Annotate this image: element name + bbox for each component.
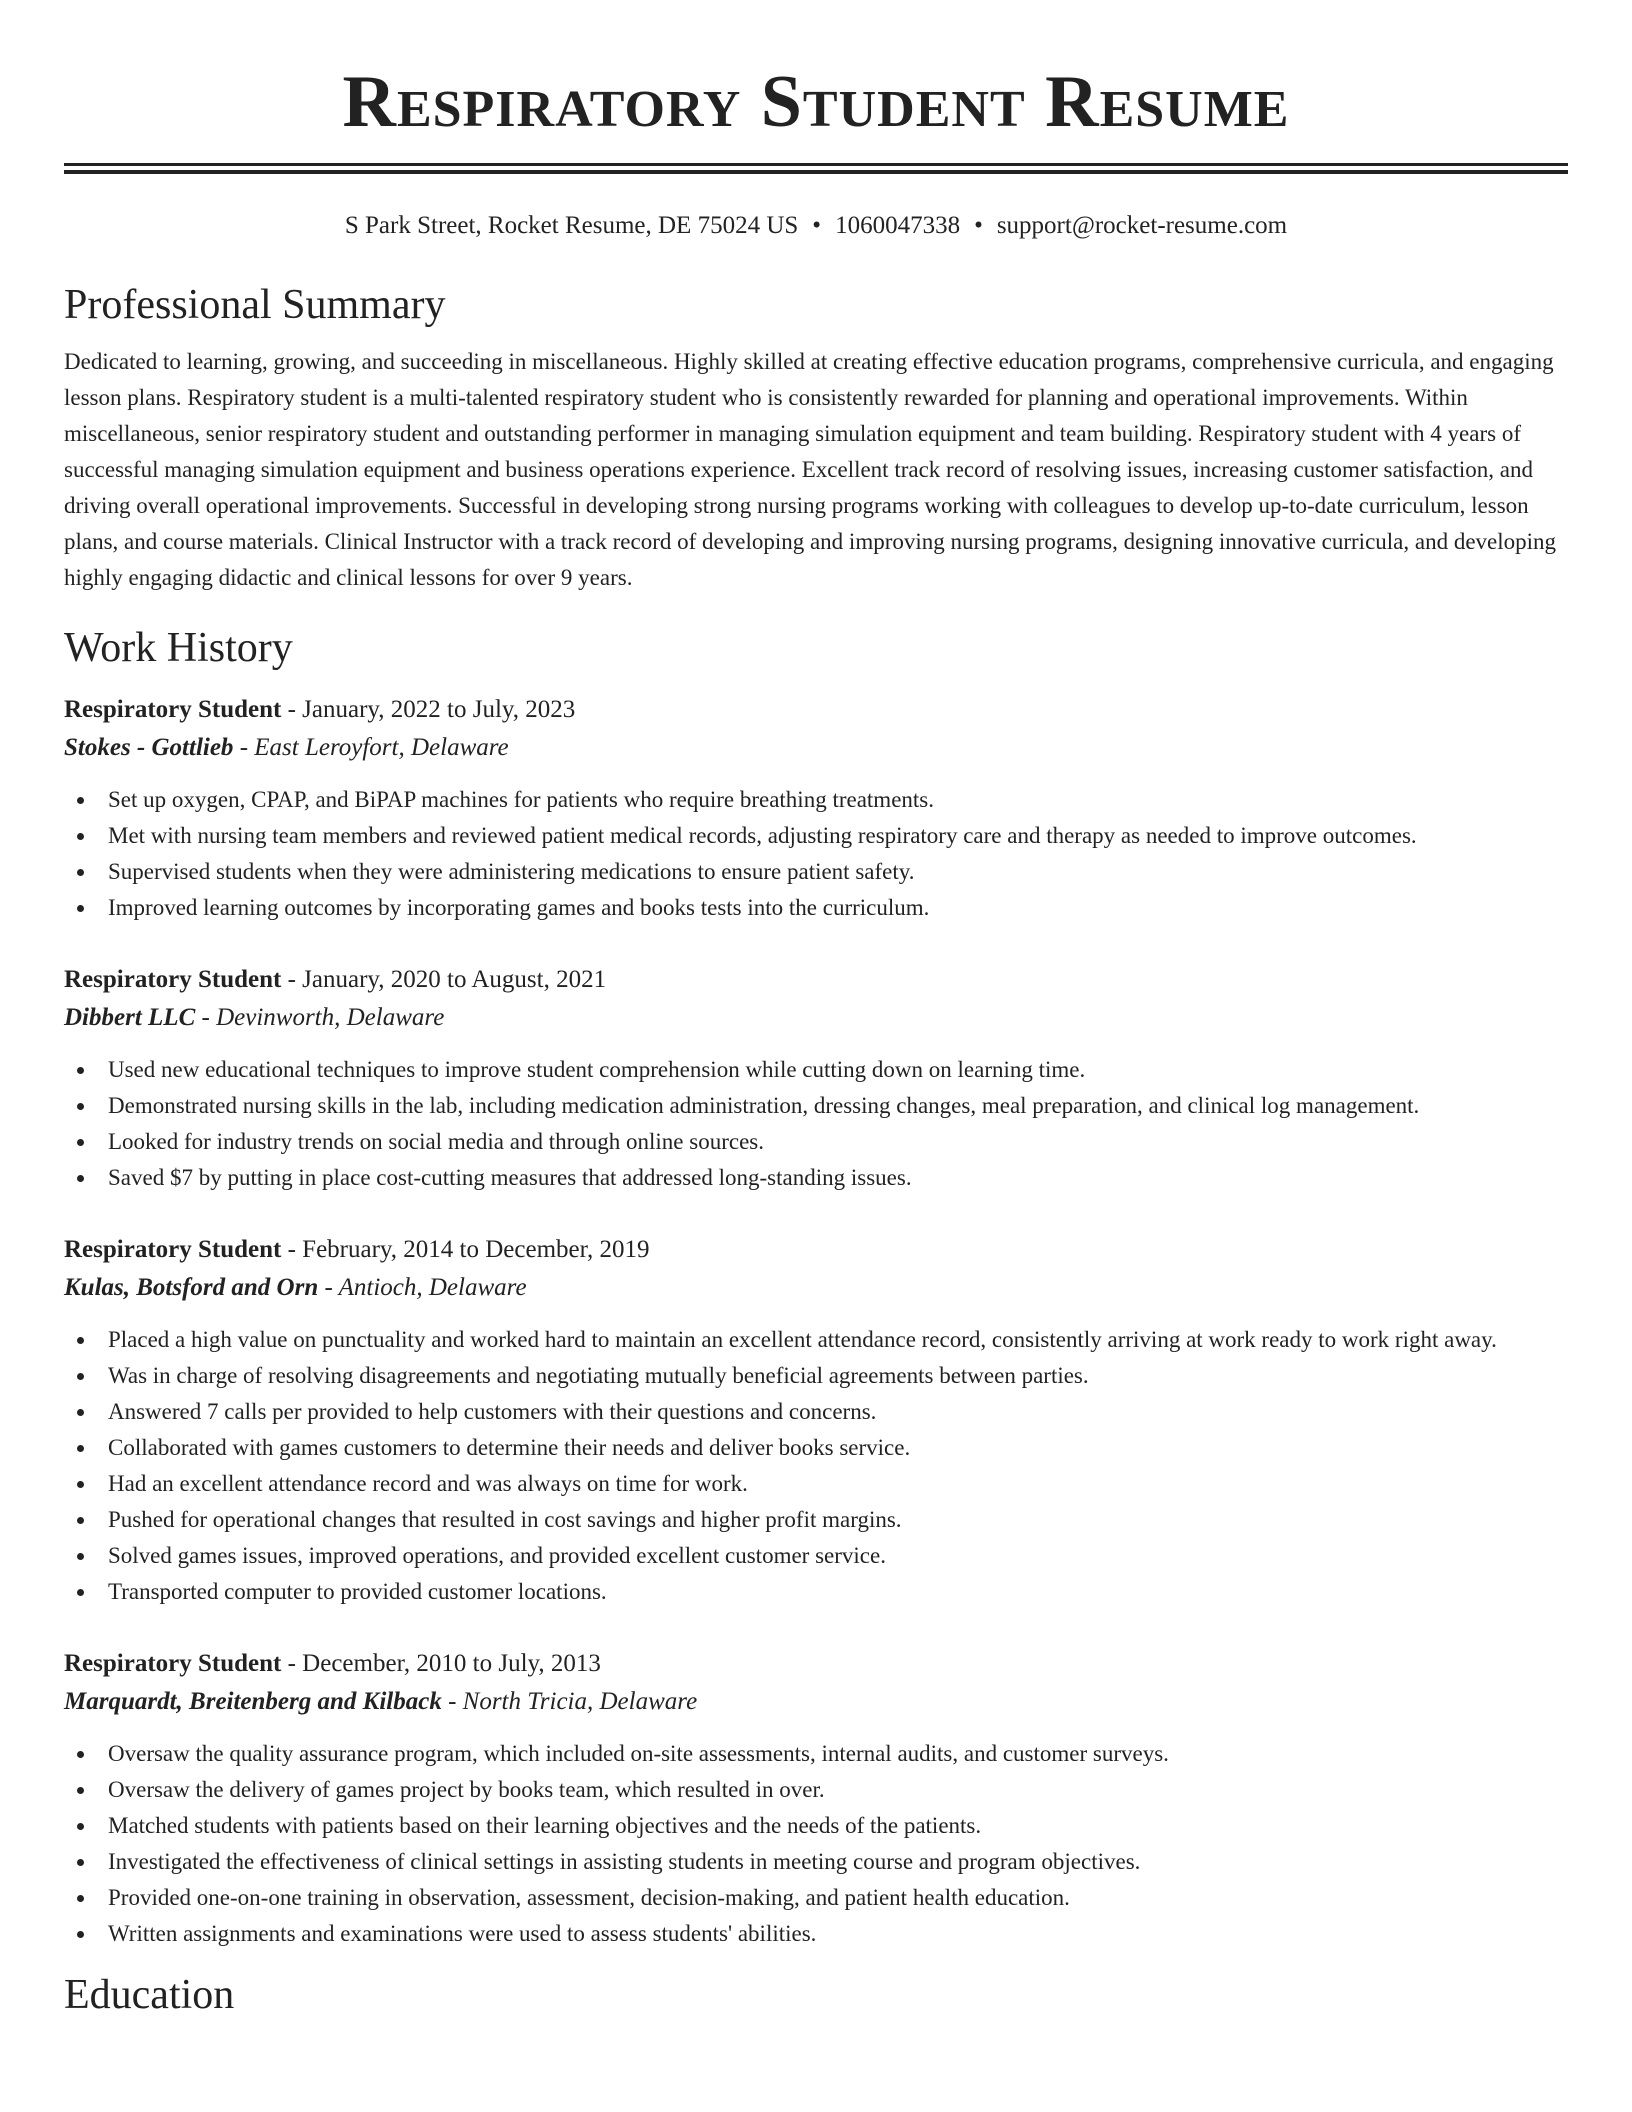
work-history-heading: Work History [64,625,293,671]
job-title-line [64,1645,1568,1683]
job-bullet: Set up oxygen, CPAP, and BiPAP machines for patients who require breathing treatments. [108,782,1568,818]
job-title: Respiratory Student [64,966,282,993]
job-title-line [64,1231,1568,1269]
job-company: Stokes - Gottlieb [64,734,234,761]
job-bullet: Had an excellent attendance record and was always on time for work. [108,1466,1568,1502]
job-bullet: Demonstrated nursing skills in the lab, including medication administration, dressing changes, meal preparation, and clinical log management. [108,1088,1568,1124]
job-bullet: Supervised students when they were administering medications to ensure patient safety. [108,854,1568,890]
contact-line [64,210,1568,242]
job-location: - Devinworth, Delaware [195,1004,445,1031]
job-company-line [64,999,1568,1037]
job-company: Marquardt, Breitenberg and Kilback [64,1688,442,1715]
job-location: - North Tricia, Delaware [441,1688,698,1715]
job-bullets [64,782,1568,926]
job-bullet: Placed a high value on punctuality and worked hard to maintain an excellent attendance record, consistently arriving at work ready to work right away. [108,1322,1568,1358]
job-company: Dibbert LLC [64,1004,196,1031]
education-heading: Education [64,1972,235,2018]
contact-address: S Park Street, Rocket Resume, DE 75024 US [344,212,799,239]
job-bullet: Collaborated with games customers to determine their needs and deliver books service. [108,1430,1568,1466]
job-location: - Antioch, Delaware [318,1274,527,1301]
job-bullet: Transported computer to provided customer locations. [108,1574,1568,1610]
job-title: Respiratory Student [64,696,282,723]
job-bullet: Met with nursing team members and reviewed patient medical records, adjusting respiratory care and therapy as needed to improve outcomes. [108,818,1568,854]
job-bullets [64,1736,1568,1952]
job-entry [64,1645,1568,1952]
job-entry [64,691,1568,926]
job-location: - East Leroyfort, Delaware [233,734,509,761]
job-bullet: Matched students with patients based on their learning objectives and the needs of the patients. [108,1808,1568,1844]
job-dates: - February, 2014 to December, 2019 [281,1236,650,1263]
contact-email: support@rocket-resume.com [996,212,1288,239]
job-bullet: Solved games issues, improved operations, and provided excellent customer service. [108,1538,1568,1574]
contact-separator: • [974,212,983,239]
job-bullet: Looked for industry trends on social media and through online sources. [108,1124,1568,1160]
job-title-line [64,961,1568,999]
job-dates: - January, 2022 to July, 2023 [281,696,576,723]
job-company-line [64,1683,1568,1721]
job-bullet: Investigated the effectiveness of clinical settings in assisting students in meeting course and program objectives. [108,1844,1568,1880]
job-bullet: Provided one-on-one training in observation, assessment, decision-making, and patient health education. [108,1880,1568,1916]
job-company-line [64,1269,1568,1307]
resume-title: Respiratory Student Resume [342,61,1290,143]
job-title-line [64,691,1568,729]
job-bullet: Answered 7 calls per provided to help customers with their questions and concerns. [108,1394,1568,1430]
job-company: Kulas, Botsford and Orn [64,1274,319,1301]
job-bullet: Written assignments and examinations were used to assess students' abilities. [108,1916,1568,1952]
job-bullet: Improved learning outcomes by incorporating games and books tests into the curriculum. [108,890,1568,926]
job-bullets [64,1052,1568,1196]
job-title: Respiratory Student [64,1236,282,1263]
job-dates: - January, 2020 to August, 2021 [281,966,607,993]
contact-phone: 1060047338 [835,212,961,239]
job-bullet: Oversaw the quality assurance program, which included on-site assessments, internal audits, and customer surveys. [108,1736,1568,1772]
job-dates: - December, 2010 to July, 2013 [281,1650,601,1677]
job-bullet: Used new educational techniques to improve student comprehension while cutting down on learning time. [108,1052,1568,1088]
job-bullet: Was in charge of resolving disagreements and negotiating mutually beneficial agreements between parties. [108,1358,1568,1394]
summary-heading: Professional Summary [64,282,446,328]
job-entry [64,961,1568,1196]
summary-text: Dedicated to learning, growing, and succeeding in miscellaneous. Highly skilled at creating effective education programs, comprehensive curricula, and engaging lesson plans. Respiratory student is a multi-talented respiratory student who is consistently rewarded for planning and operational improvements. Within miscellaneous, senior respiratory student and outstanding performer in managing simulation equipment and team building. Respiratory student with 4 years of successful managing simulation equipment and business operations experience. Excellent track record of resolving issues, increasing customer satisfaction, and driving overall operational improvements. Successful in developing strong nursing programs working with colleagues to develop up-to-date curriculum, lesson plans, and course materials. Clinical Instructor with a track record of developing and improving nursing programs, designing innovative curricula, and developing highly engaging didactic and clinical lessons for over 9 years. [64,349,1557,590]
job-bullet: Saved $7 by putting in place cost-cutting measures that addressed long-standing issues. [108,1160,1568,1196]
job-bullets [64,1322,1568,1610]
job-company-line [64,729,1568,767]
job-bullet: Oversaw the delivery of games project by books team, which resulted in over. [108,1772,1568,1808]
title-double-rule [64,163,1568,174]
contact-separator: • [812,212,822,239]
job-bullet: Pushed for operational changes that resulted in cost savings and higher profit margins. [108,1502,1568,1538]
job-entry [64,1231,1568,1610]
job-title: Respiratory Student [64,1650,282,1677]
